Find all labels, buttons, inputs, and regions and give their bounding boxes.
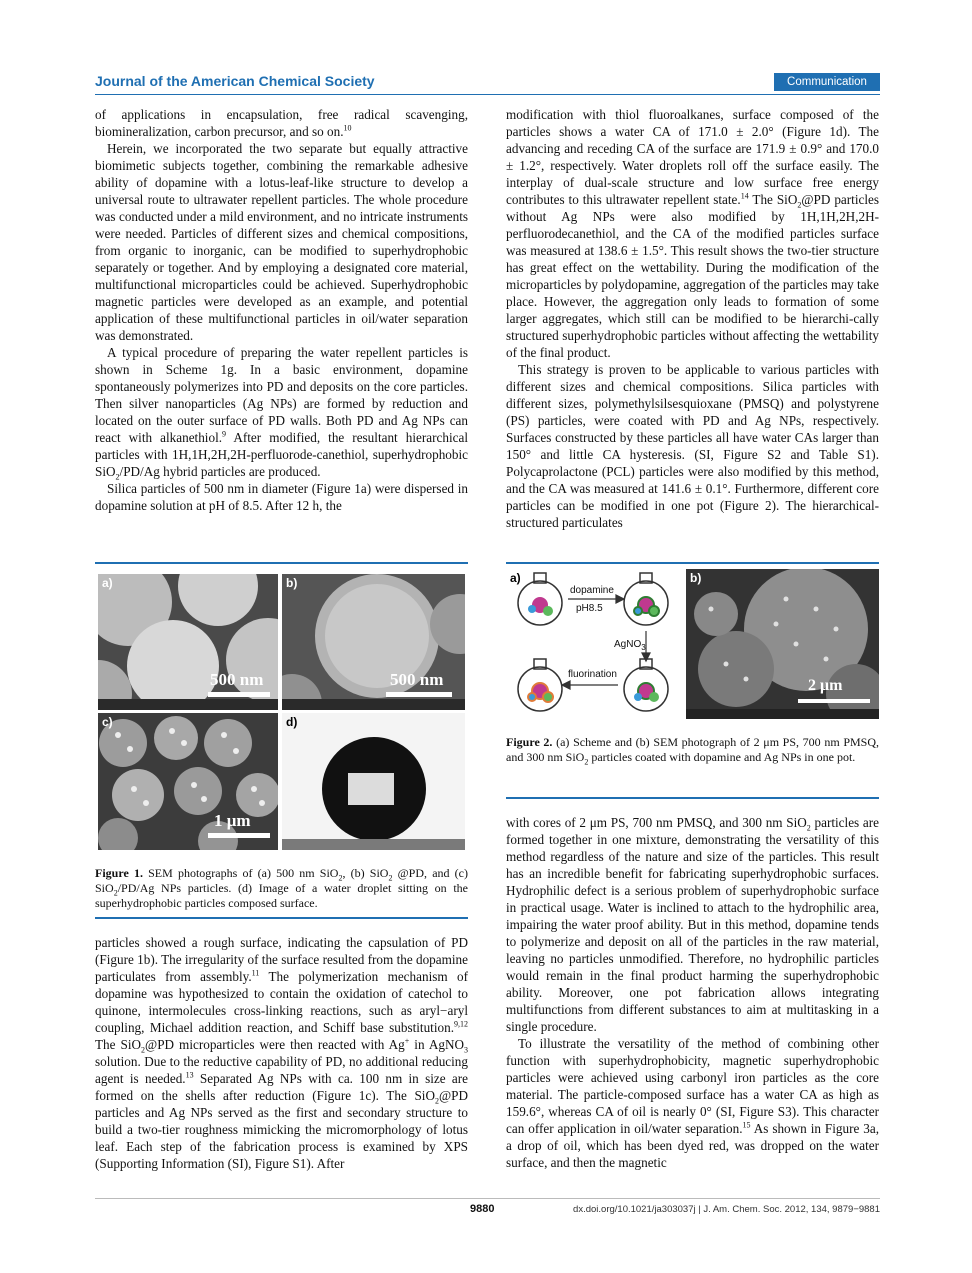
footer-rule [95,1198,880,1199]
figure1-caption: Figure 1. SEM photographs of (a) 500 nm SiO$_2$, (b) SiO$_2$ @PD, and (c) SiO$_2$/PD/Ag NPs particles. (d) Image of a water droplet sitting on the superhydrophobic particles composed surface. [95,866,469,910]
figure1-top-rule [95,562,468,564]
paragraph: To illustrate the versatility of the method of combining other function with superhydrophobicity, magnetic superhydrophobic particles were achieved using carbonyl iron particles as the core material. The particle-composed surface has a water CA as high as 159.6°, whereas CA of oil is nearly 0° (SI, Figure S3). This character can offer application in oil/water separation.$^{15}$ As shown in Figure 3a, a drop of oil, which has been dyed red, was dropped on the water surface, and then the magnetic [506,1036,879,1170]
figure2-panel-b [686,569,879,719]
figure1 [95,572,468,852]
figure1-panel-c [98,713,278,850]
scale-label: 500 nm [390,670,444,689]
scheme-step-agno3: AgNO$_3$ [614,639,646,652]
figure1-panel-a [98,574,278,710]
panel-label: b) [690,571,702,585]
paragraph: with cores of 2 μm PS, 700 nm PMSQ, and 300 nm SiO$_2$ particles are formed together in one mixture, demonstrating the versatility of this method regardless of the nature and size of the particles. This result has an incredible benefit for fabricating superhydrophobic surfaces. Hydrophilic defect is a serious problem of superhydrophobic surface in practical usage. Water is inclined to attach to the hydrophilic area, impairing the water proof ability. But in this method, dopamine tends to polymerize and deposit on all of the particles in the raw material, leaving no particles unmodified. Therefore, no hydrophilic particles would remain in the final product harming the superhydrophobic ability. Moreover, one pot fabrication allows integrating multifunctions from different substances to aim at multitasking in a single procedure. [506,815,879,1034]
scale-bar [386,692,452,697]
left-column-top [95,106,468,514]
right-column-top [506,106,879,531]
scale-label: 500 nm [210,670,264,689]
panel-label: a) [510,571,521,585]
paragraph: Silica particles of 500 nm in diameter (Figure 1a) were dispersed in dopamine solution at pH of 8.5. After 12 h, the [95,481,468,513]
paragraph: modification with thiol fluoroalkanes, surface composed of the particles shows a water CA of 171.0 ± 2.0° (Figure 1d). The advancing and receding CA of the surface are 171.9 ± 0.9° and 170.0 ± 1.2°, respectively. Water droplets roll off the surface easily. The interplay of dual-scale structure and low surface free energy contributes to this ultrawater repellent state.$^{14}$ The SiO$_2$@PD particles without Ag NPs were also modified by 1H,1H,2H,2H-perfluorodecanethiol, and the CA of the modified particles surface was measured at 138.6 ± 1.5°. This result shows the two-tier structure has great effect on the wettability. During the modification of the microparticles by polydopamine, aggregation of the particles may take place. However, the aggregation only leads to formation of some larger aggregates, which still can be modified to be hierarchi-cally structured superhydrophobic particles without affecting the wettability of the final product. [506,107,879,360]
figure1-panel-d [282,713,465,850]
paragraph: particles showed a rough surface, indicating the capsulation of PD (Figure 1b). The irregularity of the surface resulted from the dopamine particulates from assembly.$^{11}$ The polymerization mechanism of dopamine was hypothesized to contain the oxidation of catechol to quinone, intermolecules cross-linking reactions, such as aryl−aryl coupling, Michael addition reaction, and Schiff base substitution.$^{9,12}$ The SiO$_2$@PD microparticles were then reacted with Ag+ in AgNO$_3$ solution. Due to the reductive capability of PD, no additional reducing agent is needed.$^{13}$ Separated Ag NPs with ca. 100 nm in size are formed on the shells after reduction (Figure 1c). The SiO$_2$@PD particles and Ag NPs served as the first and secondary structure to build a two-tier roughness mimicking the micromorphology of lotus leaf. Each step of the fabrication process is examined by XPS (Supporting Information (SI), Figure S1). After [95,935,468,1171]
scale-bar [208,833,270,838]
header-rule [95,94,880,95]
figure2-caption: Figure 2. (a) Scheme and (b) SEM photograph of 2 μm PS, 700 nm PMSQ, and 300 nm SiO$_2$ particles coated with dopamine and Ag NPs in one pot. [506,735,879,767]
scale-label: 2 μm [808,677,843,694]
page-header [95,73,880,93]
paragraph: A typical procedure of preparing the water repellent particles is shown in Scheme 1g. In a basic environment, dopamine spontaneously polymerizes into PD and deposits on the core particles. Then silver nanoparticles (Ag NPs) are formed by reduction and located on the outer surface of PD walls. Both PD and Ag NPs can react with alkanethiol.$^9$ After modified, the resultant hierarchical particles with 1H,1H,2H,2H-perfluorode-canethiol, superhydrophobic SiO$_2$/PD/Ag hybrid particles are produced. [95,345,468,482]
journal-title[interactable]: Journal of the American Chemical Society [95,73,375,89]
scheme-step-ph: pH8.5 [576,603,603,614]
figure2-panel-a [506,569,682,725]
scale-label: 1 μm [214,811,251,830]
section-badge: Communication [774,73,880,91]
scheme-step-dopamine: dopamine [570,585,614,596]
paragraph: Herein, we incorporated the two separate but equally attractive biomimetic subjects together, combining the remarkable adhesive ability of dopamine with a lotus-leaf-like structure to develop a universal route to ultrawater repellent particles. The whole procedure was conducted under a mild environment, and no intricate instruments were needed. Particles of different sizes and chemical compositions, from organic to inorganic, can be modified to superhydrophobic separately or together. And by employing a designated core material, multifunctional microparticles could be achieved. Superhydrophobic magnetic particles were developed as an example, and potential application of these multifunctional particles in oil/water separation was demonstrated. [95,141,468,343]
figure2-bottom-rule [506,797,879,799]
figure1-panel-b [282,574,465,710]
sem-ag-nps-image [98,713,278,850]
left-column-bottom [95,934,468,1172]
paragraph: This strategy is proven to be applicable to various particles with different sizes and chemical compositions. Silica particles with different sizes, polymethylsilsesquioxane (PMSQ) and polystyrene (PS) particles, were coated with PD and Ag NPs, respectively. Surfaces constructed by these particles all have water CAs larger than 150° and little CA hysteresis. (SI, Figure S2 and Table S1). Polycaprolactone (PCL) particles were also modified by this method, and the CA was measured at 141.6 ± 0.1°. Furthermore, different core particles can be modified in one pot (Figure 2). The hierarchical-structured particulates [506,362,879,530]
panel-label: d) [286,715,298,729]
panel-label: c) [102,715,113,729]
water-droplet-image [282,713,465,850]
right-column-bottom [506,814,879,1171]
panel-label: a) [102,576,113,590]
paragraph: of applications in encapsulation, free radical scavenging, biomineralization, carbon precursor, and so on.$^{10}$ [95,107,468,139]
scale-bar [798,699,870,703]
scale-bar [208,692,270,697]
figure2 [506,569,879,729]
scheme-step-fluorination: fluorination [568,669,617,680]
panel-label: b) [286,576,298,590]
figure2-top-rule [506,562,879,564]
doi-citation[interactable]: dx.doi.org/10.1021/ja303037j | J. Am. Chem. Soc. 2012, 134, 9879−9881 [573,1204,880,1215]
page-number: 9880 [470,1203,495,1215]
sem-mixed-particles-image [686,569,879,719]
figure1-bottom-rule [95,917,468,919]
